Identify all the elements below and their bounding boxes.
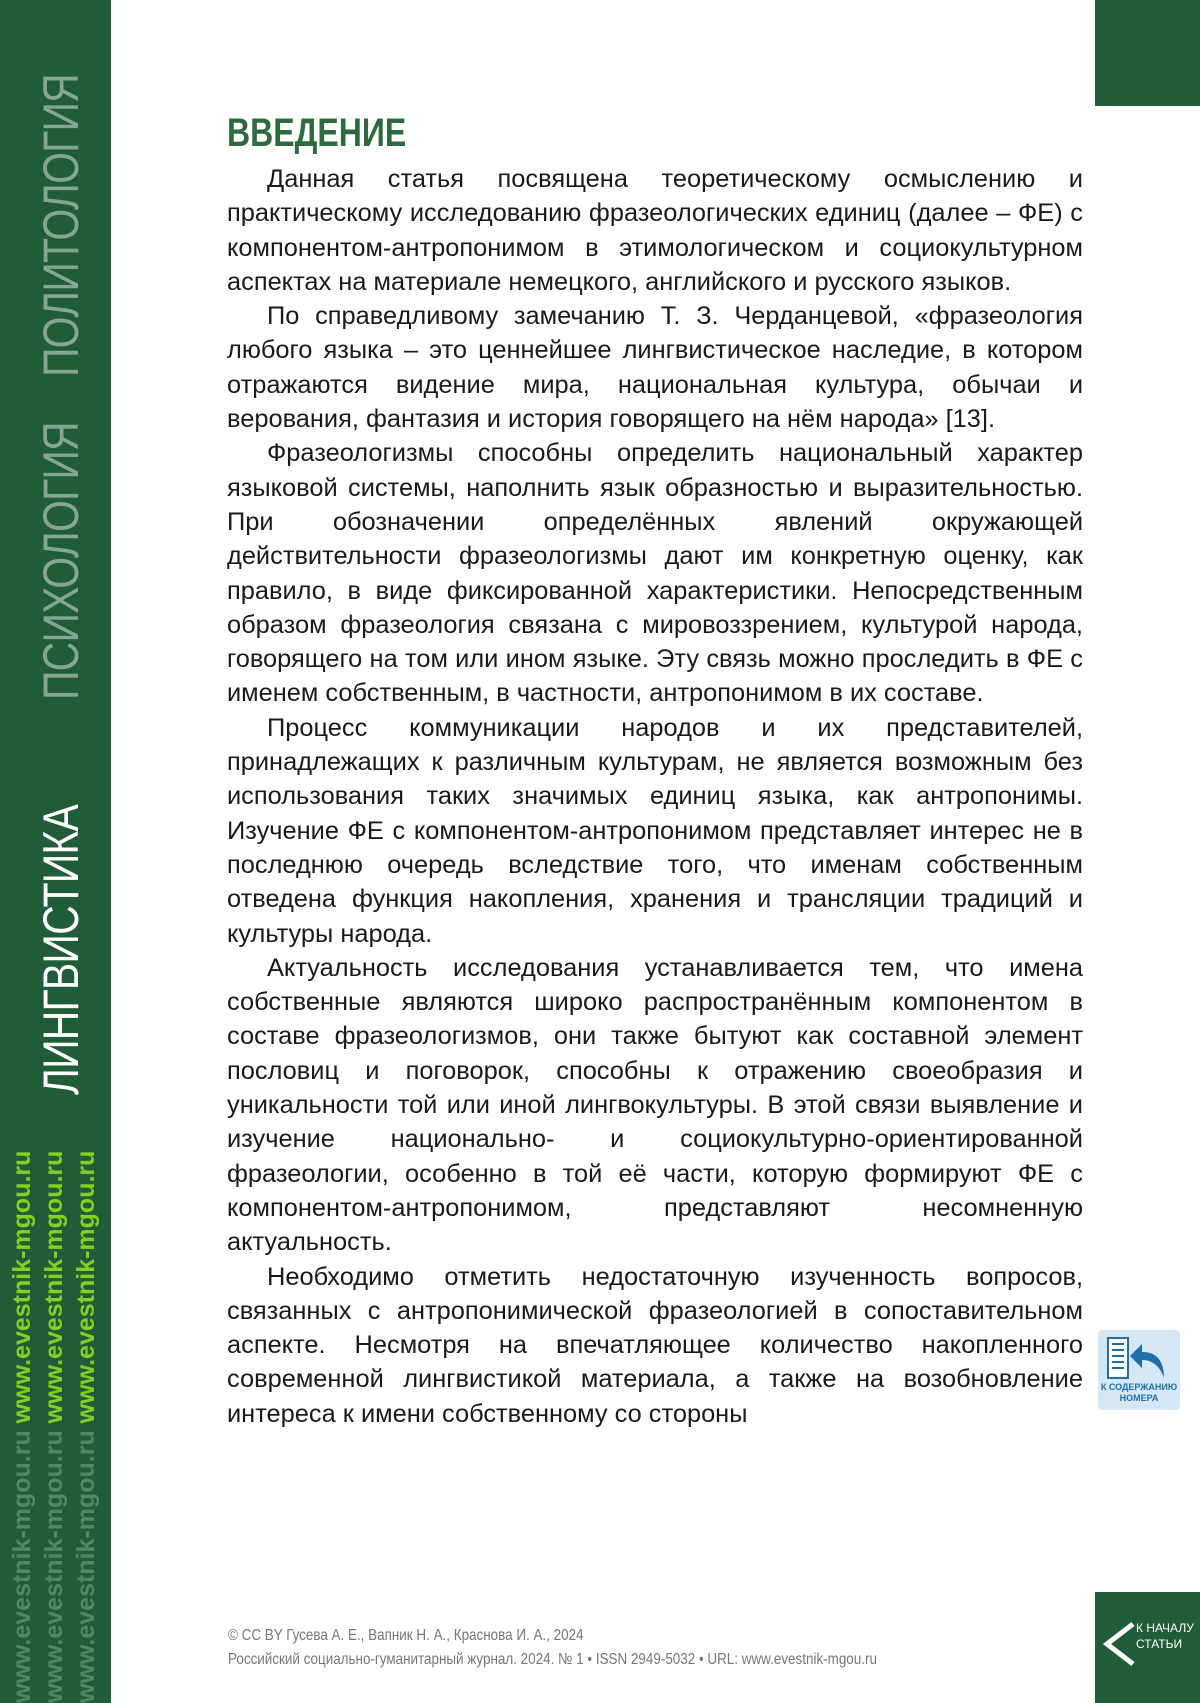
paragraph: Фразеологизмы способны определить национальный характер языковой системы, наполнить язык образностью и выразительностью. При обозначении определённых явлений окружающей действительности фразеологизмы дают им конкретную оценку, как правило, в виде фиксированной характеристики. Непосредственным образом фразеология связана с мировоззрением, культурой народа, говорящего на том или ином языке. Эту связь можно проследить в ФЕ с именем собственным, в частности, антропонимом в их составе. [227, 439, 1083, 708]
corner-decoration [1095, 0, 1200, 106]
website-line[interactable] [40, 1151, 69, 1703]
website-link-dim[interactable]: www.evestnik-mgou.ru [8, 1430, 36, 1703]
back-to-start-button[interactable] [1095, 1592, 1200, 1703]
paragraph: Необходимо отметить недостаточную изученность вопросов, связанных с антропонимической фразеологией в сопоставительном аспекте. Несмотря на впечатляющее количество накопленного современной лингвистикой материала, а также на возобновление интереса к имени собственному со стороны [227, 1262, 1083, 1428]
copyright-line: © CC BY Гусева А. Е., Вапник Н. А., Краснова И. А., 2024 [228, 1627, 584, 1644]
website-link[interactable]: www.evestnik-mgou.ru [40, 1150, 68, 1424]
document-return-icon [1102, 1334, 1176, 1382]
website-line[interactable] [72, 1151, 101, 1703]
category-politology[interactable]: ПОЛИТОЛОГИЯ [33, 74, 89, 377]
section-heading: ВВЕДЕНИЕ [227, 111, 407, 155]
website-link[interactable]: www.evestnik-mgou.ru [8, 1150, 36, 1424]
website-link-dim[interactable]: www.evestnik-mgou.ru [72, 1430, 100, 1703]
website-line[interactable] [8, 1151, 37, 1703]
sidebar [0, 0, 111, 1703]
paragraph: По справедливому замечанию Т. З. Черданцевой, «фразеология любого языка – это ценнейшее лингвистическое наследие, в котором отражаются видение мира, национальная культура, обычаи и верования, фантазия и история говорящего на нём народа» [13]. [227, 302, 1083, 434]
paragraph: Актуальность исследования устанавливается тем, что имена собственные являются широко распространённым компонентом в составе фразеологизмов, они также бытуют как составной элемент пословиц и поговорок, способны к отражению своеобразия и уникальности той или иной лингвокультуры. В этой связи выявление и изучение национально- и социокультурно-ориентированной фразеологии, особенно в той её части, которую формируют ФЕ с компонентом-антропонимом, представляют несомненную актуальность. [227, 953, 1083, 1257]
journal-line: Российский социально-гуманитарный журнал. 2024. № 1 • ISSN 2949-5032 • URL: www.evestnik-mgou.ru [228, 1651, 877, 1668]
back-to-start-label: К НАЧАЛУ СТАТЬИ [1136, 1621, 1194, 1651]
footer [228, 1624, 877, 1672]
toc-button[interactable] [1098, 1330, 1180, 1410]
category-linguistics[interactable]: ЛИНГВИСТИКА [33, 805, 89, 1095]
paragraph: Процесс коммуникации народов и их представителей, принадлежащих к различным культурам, не является возможным без использования таких значимых единиц языка, как антропонимы. Изучение ФЕ с компонентом-антропонимом представляет интерес не в последнюю очередь вследствие того, что именам собственным отведена функция накопления, хранения и трансляции традиций и культуры народа. [227, 713, 1083, 948]
toc-label: К СОДЕРЖАНИЮ НОМЕРА [1100, 1382, 1178, 1403]
website-link[interactable]: www.evestnik-mgou.ru [72, 1150, 100, 1424]
category-psychology[interactable]: ПСИХОЛОГИЯ [33, 422, 89, 700]
chevron-left-icon [1101, 1620, 1137, 1668]
website-link-dim[interactable]: www.evestnik-mgou.ru [40, 1430, 68, 1703]
article-body [227, 108, 1083, 1431]
paragraph: Данная статья посвящена теоретическому осмыслению и практическому исследованию фразеологических единиц (далее – ФЕ) с компонентом-антропонимом в этимологическом и социокультурном аспектах на материале немецкого, английского и русского языков. [227, 165, 1083, 296]
